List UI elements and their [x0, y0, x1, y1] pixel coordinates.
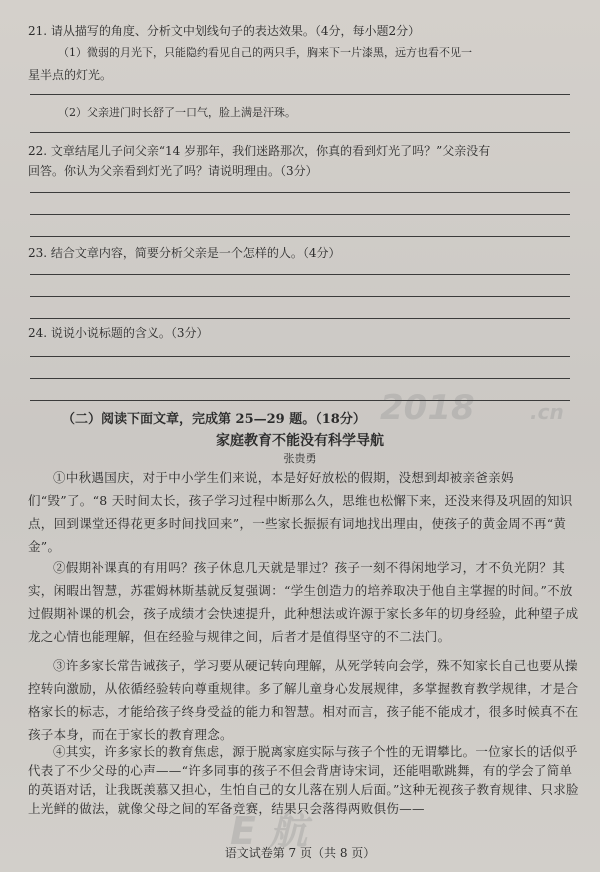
article-title: 家庭教育不能没有科学导航: [216, 433, 384, 449]
answer-line: [30, 274, 570, 275]
article-author: 张贵勇: [283, 452, 317, 465]
answer-line: [30, 356, 570, 357]
watermark-year: 2018: [380, 388, 475, 428]
answer-line: [30, 318, 570, 319]
paragraph-2: ②假期补课真的有用吗？孩子休息几天就是罪过？孩子一刻不得闲地学习，才不负光阴？其实，闲暇出智慧，苏霍姆林斯基就反复强调：“学生创造力的培养取决于他自主掌握的时间。”不放过假期补课的机会，孩子成绩才会快速提升，此种想法或许源于家长多年的切身经验，此种望子成龙之心情也能理解，但在经验与规律之间，后者才是值得坚守的不二法门。: [28, 560, 579, 644]
question-22-cont: 回答。你认为父亲看到灯光了吗？请说明理由。（3分）: [28, 164, 318, 178]
question-23: 23. 结合文章内容，简要分析父亲是一个怎样的人。（4分）: [28, 246, 341, 260]
watermark-bottom: E 航: [230, 809, 308, 853]
question-21-sub1: （1）微弱的月光下，只能隐约看见自己的两只手，胸来下一片漆黑，远方也看不见一: [58, 46, 472, 59]
question-21-sub1-cont: 星半点的灯光。: [28, 68, 113, 82]
watermark-suffix: .cn: [530, 400, 564, 424]
answer-line: [30, 236, 570, 237]
paragraph-3: ③许多家长常告诫孩子，学习要从硬记转向理解，从死学转向会学，殊不知家长自己也要从操控转向激励，从依循经验转向尊重规律。多了解儿童身心发展规律，多掌握教育教学规律，才是合格家长的标志，才能给孩子终身受益的能力和智慧。相对而言，孩子能不能成才，很多时候真不在孩子本身，而在于家长的教育理念。: [28, 658, 579, 742]
question-21-sub2: （2）父亲进门时长舒了一口气，脸上满是汗珠。: [58, 106, 296, 119]
answer-line: [30, 94, 570, 95]
question-21: 21. 请从描写的角度、分析文中划线句子的表达效果。（4分，每小题2分）: [28, 24, 421, 38]
paragraph-4: ④其实，许多家长的教育焦虑，源于脱离家庭实际与孩子个性的无谓攀比。一位家长的话似乎代表了不少父母的心声——“许多同事的孩子不但会背唐诗宋词，还能唱歌跳舞，有的学会了简单的英语对话，让我既羡慕又担心，生怕自己的女儿落在别人后面。”这种无视孩子教育规律、只求脸上光鲜的做法，就像父母之间的军备竞赛，结果只会落得两败俱伤——: [28, 744, 579, 816]
paragraph-1: ①中秋遇国庆，对于中小学生们来说，本是好好放松的假期，没想到却被亲爸亲妈们“毁”了。“8 天时间太长，孩子学习过程中断那么久，思维也松懈下来，还没来得及巩固的知识点，回到课堂还得花更多时间找回来”，一些家长振振有词地找出理由，使孩子的黄金周不再“黄金”。: [28, 470, 573, 554]
question-22: 22. 文章结尾儿子问父亲“14 岁那年，我们迷路那次，你真的看到灯光了吗？”父亲没有: [28, 144, 491, 158]
question-24: 24. 说说小说标题的含义。（3分）: [28, 326, 209, 340]
page-footer: 语文试卷第 7 页（共 8 页）: [224, 846, 376, 860]
answer-line: [30, 132, 570, 133]
answer-line: [30, 378, 570, 379]
answer-line: [30, 400, 570, 401]
answer-line: [30, 296, 570, 297]
answer-line: [30, 214, 570, 215]
answer-line: [30, 192, 570, 193]
section-heading: （二）阅读下面文章，完成第 25—29 题。（18分）: [62, 412, 366, 427]
